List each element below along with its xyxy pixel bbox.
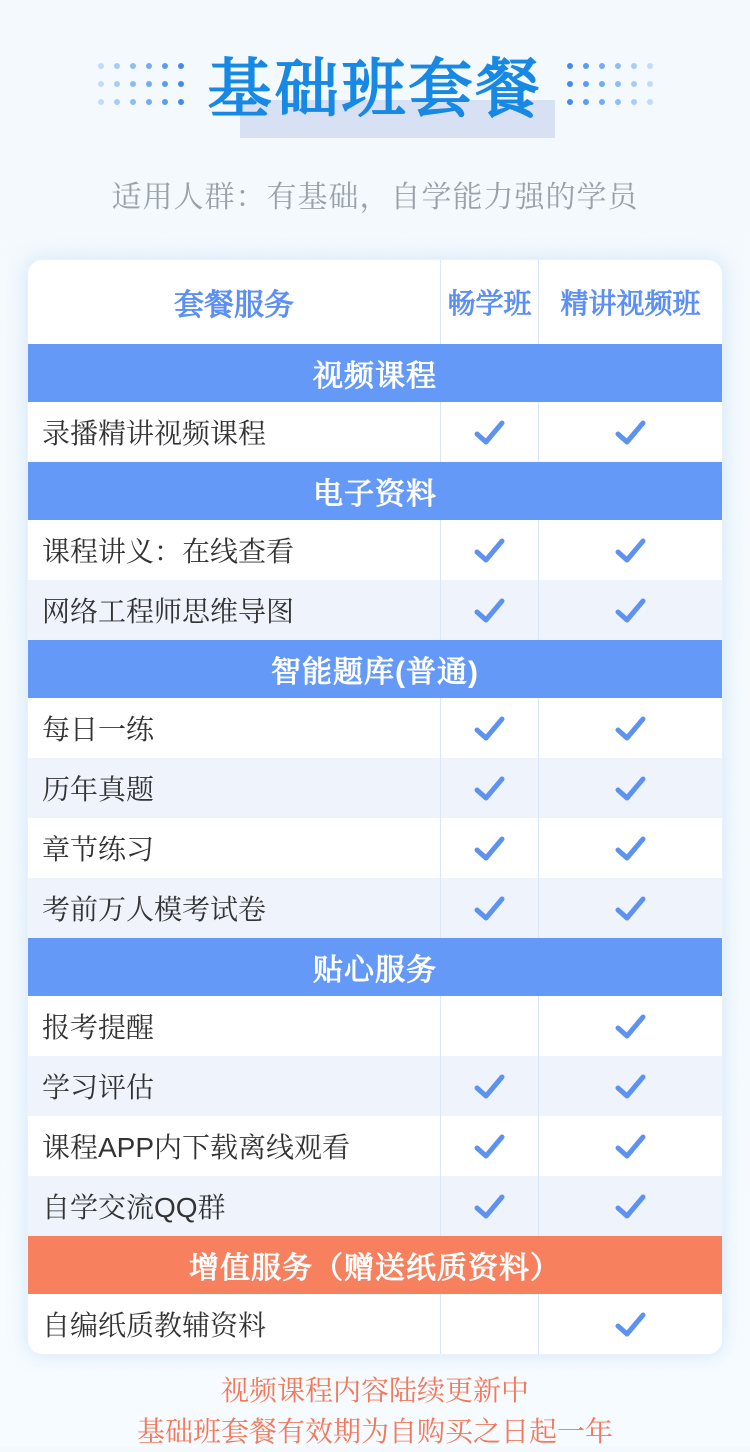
check-cell (440, 580, 538, 640)
dot-icon (583, 81, 589, 87)
check-icon (473, 715, 506, 742)
dot-icon (98, 99, 104, 105)
check-icon (473, 895, 506, 922)
check-icon (473, 1133, 506, 1160)
section-header: 智能题库(普通) (28, 640, 722, 698)
footer-note-update: 视频课程内容陆续更新中 (220, 1375, 529, 1406)
check-cell (440, 878, 538, 938)
dot-icon (647, 81, 653, 87)
dot-icon (567, 99, 573, 105)
check-cell (538, 402, 722, 462)
table-row (28, 1176, 722, 1236)
table-row (28, 580, 722, 640)
row-label: 网络工程师思维导图 (42, 596, 295, 627)
row-label: 学习评估 (42, 1072, 155, 1103)
check-cell (538, 1176, 722, 1236)
check-cell (440, 698, 538, 758)
row-label: 自编纸质教辅资料 (42, 1310, 267, 1341)
dot-icon (98, 81, 104, 87)
section-header: 贴心服务 (28, 938, 722, 996)
check-icon (614, 537, 647, 564)
package-comparison-table (28, 260, 722, 1354)
dot-icon (114, 81, 120, 87)
table-row (28, 520, 722, 580)
title-banner (0, 0, 750, 130)
dot-icon (162, 99, 168, 105)
page-title: 基础班套餐 (207, 53, 543, 125)
dot-icon (178, 81, 184, 87)
check-cell (538, 996, 722, 1056)
column-header-2: 精讲视频班 (538, 260, 722, 344)
title-wrap (208, 38, 543, 130)
table-row (28, 1056, 722, 1116)
table-row (28, 1116, 722, 1176)
check-cell (538, 878, 722, 938)
dot-icon (146, 63, 152, 69)
dot-icon (615, 81, 621, 87)
table-row (28, 996, 722, 1056)
dot-icon (583, 63, 589, 69)
check-icon (473, 419, 506, 446)
dot-icon (146, 81, 152, 87)
check-icon (473, 537, 506, 564)
check-cell (440, 818, 538, 878)
row-label: 录播精讲视频课程 (42, 418, 267, 449)
check-icon (614, 895, 647, 922)
dot-icon (647, 99, 653, 105)
table-row (28, 402, 722, 462)
row-label: 章节练习 (42, 834, 155, 865)
check-icon (614, 775, 647, 802)
row-label: 报考提醒 (42, 1012, 155, 1043)
dot-icon (146, 99, 152, 105)
table-body (28, 344, 722, 1354)
dot-icon (599, 63, 605, 69)
dot-icon (114, 99, 120, 105)
dot-icon (631, 63, 637, 69)
dot-icon (615, 63, 621, 69)
check-cell (440, 1116, 538, 1176)
check-cell (538, 1116, 722, 1176)
section-header: 增值服务（赠送纸质资料） (28, 1236, 722, 1294)
dots-decoration-left (98, 63, 184, 105)
audience-subtitle: 适用人群：有基础，自学能力强的学员 (111, 181, 639, 214)
check-cell (440, 1056, 538, 1116)
check-icon (614, 1133, 647, 1160)
check-cell (538, 580, 722, 640)
table-row (28, 758, 722, 818)
table-header-row (28, 260, 722, 344)
dot-icon (615, 99, 621, 105)
dot-icon (599, 81, 605, 87)
check-cell (538, 1056, 722, 1116)
check-icon (614, 597, 647, 624)
table-row (28, 878, 722, 938)
check-cell (440, 402, 538, 462)
row-label: 每日一练 (42, 714, 155, 745)
dot-icon (631, 99, 637, 105)
column-header-0: 套餐服务 (174, 289, 294, 322)
table-row (28, 698, 722, 758)
check-cell (538, 520, 722, 580)
check-icon (473, 1073, 506, 1100)
dot-icon (98, 63, 104, 69)
check-icon (614, 1193, 647, 1220)
section-header: 视频课程 (28, 344, 722, 402)
check-cell (440, 520, 538, 580)
column-header-1: 畅学班 (440, 260, 538, 344)
table-row (28, 818, 722, 878)
check-icon (614, 1013, 647, 1040)
check-icon (473, 775, 506, 802)
empty-cell (440, 996, 538, 1056)
dot-icon (130, 99, 136, 105)
table-row (28, 1294, 722, 1354)
dot-icon (583, 99, 589, 105)
row-label: 考前万人模考试卷 (42, 894, 267, 925)
check-icon (614, 715, 647, 742)
dot-icon (567, 63, 573, 69)
dot-icon (647, 63, 653, 69)
check-icon (614, 1073, 647, 1100)
dots-decoration-right (567, 63, 653, 105)
row-label: 自学交流QQ群 (42, 1192, 226, 1223)
empty-cell (440, 1294, 538, 1354)
dot-icon (114, 63, 120, 69)
check-cell (538, 818, 722, 878)
dot-icon (130, 63, 136, 69)
row-label: 课程讲义：在线查看 (42, 536, 295, 567)
dot-icon (162, 81, 168, 87)
check-icon (473, 1193, 506, 1220)
check-cell (538, 1294, 722, 1354)
row-label: 课程APP内下载离线观看 (42, 1132, 351, 1163)
check-icon (614, 835, 647, 862)
dot-icon (567, 81, 573, 87)
check-icon (614, 1311, 647, 1338)
section-header: 电子资料 (28, 462, 722, 520)
check-icon (473, 835, 506, 862)
dot-icon (178, 99, 184, 105)
check-cell (440, 1176, 538, 1236)
check-cell (440, 758, 538, 818)
dot-icon (130, 81, 136, 87)
row-label: 历年真题 (42, 774, 155, 805)
footer-note-validity: 基础班套餐有效期为自购买之日起一年 (136, 1416, 613, 1447)
check-cell (538, 758, 722, 818)
check-cell (538, 698, 722, 758)
check-icon (614, 419, 647, 446)
dot-icon (599, 99, 605, 105)
dot-icon (631, 81, 637, 87)
dot-icon (178, 63, 184, 69)
check-icon (473, 597, 506, 624)
dot-icon (162, 63, 168, 69)
footer-notes (0, 1370, 750, 1452)
